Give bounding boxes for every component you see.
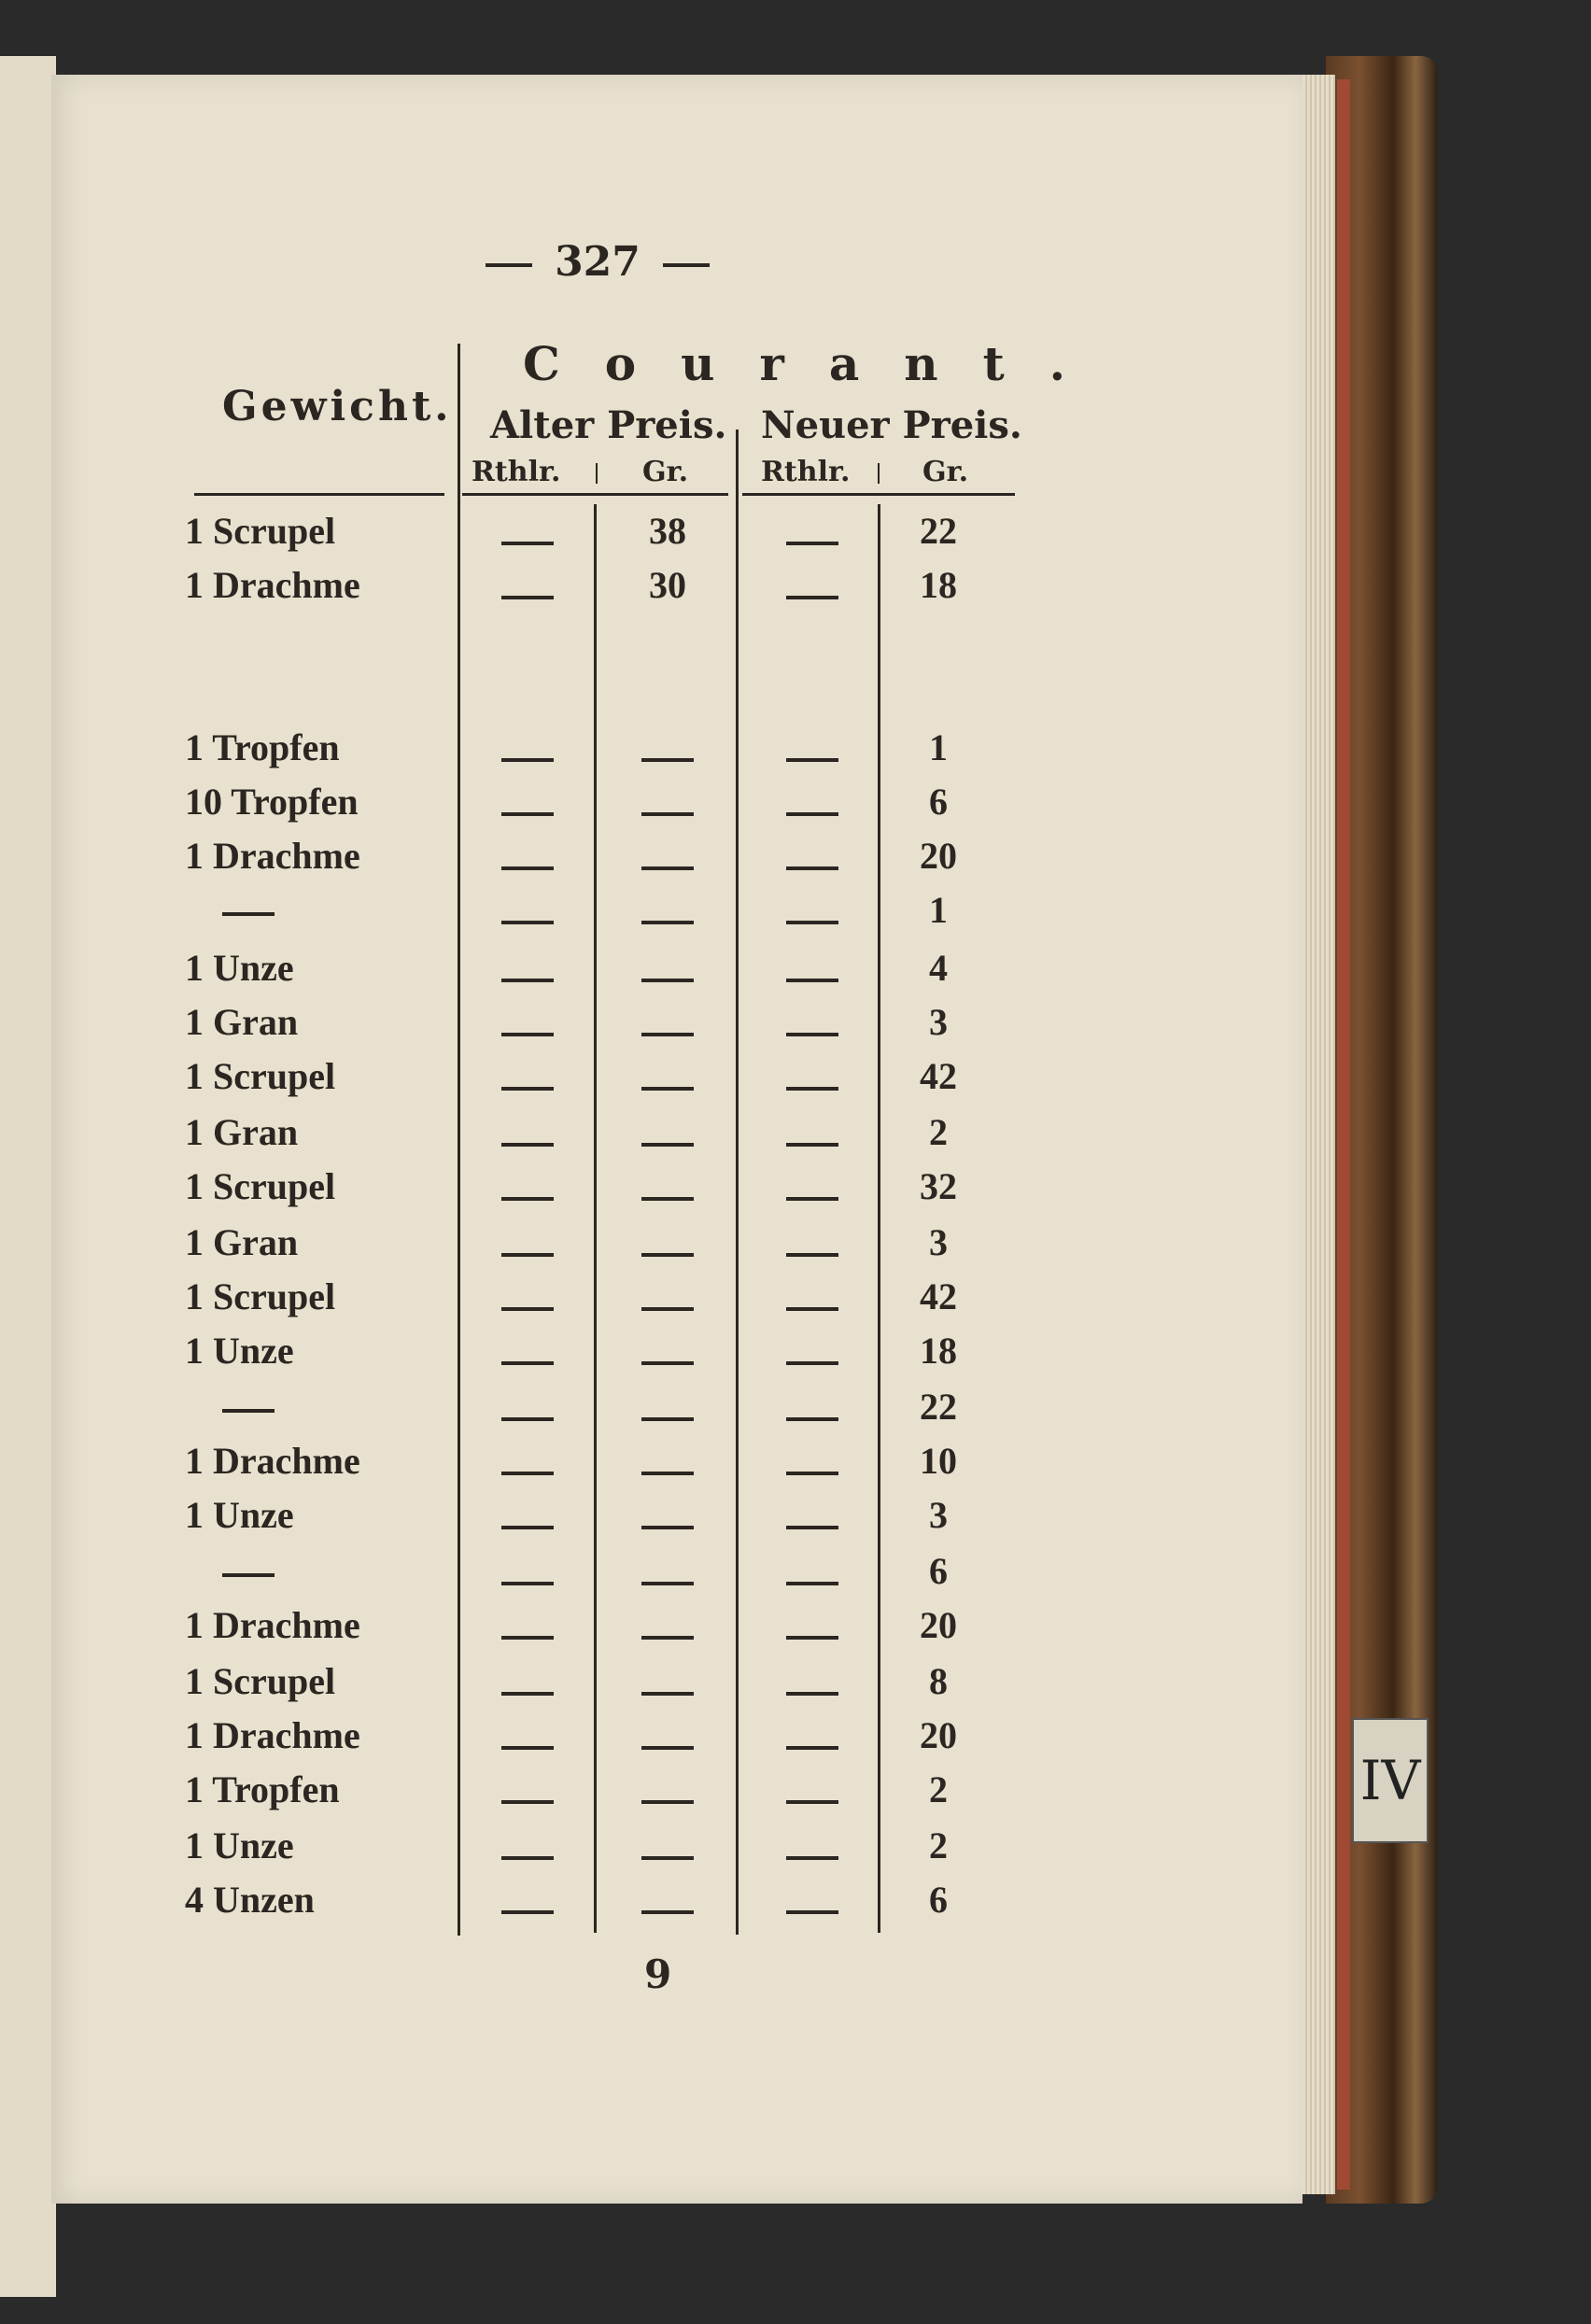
sub-rule-new xyxy=(878,463,880,484)
empty-dash xyxy=(501,1800,554,1804)
empty-dash xyxy=(641,1087,694,1091)
empty-dash xyxy=(786,1636,838,1640)
empty-dash xyxy=(501,1526,554,1529)
table-row xyxy=(0,1110,1027,1164)
table-row xyxy=(0,1824,1027,1878)
old-gr-cell xyxy=(626,1439,710,1483)
empty-dash xyxy=(641,866,694,870)
old-gr-cell xyxy=(626,946,710,990)
table-row xyxy=(0,1164,1027,1218)
new-rthlr-cell xyxy=(775,834,850,878)
weight-cell: 1 Gran xyxy=(185,1221,299,1263)
table-row xyxy=(0,834,1027,888)
new-rthlr-cell xyxy=(775,1603,850,1647)
weight-cell: 1 Unze xyxy=(185,947,294,989)
page-block-edge xyxy=(1298,75,1335,2194)
empty-dash xyxy=(641,1033,694,1036)
header-rthlr-new: Rthlr. xyxy=(761,456,851,488)
empty-dash xyxy=(501,1253,554,1257)
header-new-price: Neuer Preis. xyxy=(761,403,1022,447)
old-rthlr-cell xyxy=(495,1220,560,1264)
old-rthlr-cell xyxy=(495,1000,560,1044)
empty-dash xyxy=(641,1253,694,1257)
weight-cell: 1 Drachme xyxy=(185,564,360,606)
table-row xyxy=(0,1329,1027,1383)
new-rthlr-cell xyxy=(775,1439,850,1483)
old-gr-cell xyxy=(626,1659,710,1703)
empty-dash xyxy=(786,1800,838,1804)
empty-dash xyxy=(641,758,694,762)
empty-dash xyxy=(786,921,838,924)
empty-dash xyxy=(786,1692,838,1696)
table-row xyxy=(0,888,1027,942)
old-rthlr-cell xyxy=(495,1549,560,1593)
empty-dash xyxy=(501,1417,554,1421)
weight-cell: 1 Tropfen xyxy=(185,1768,340,1810)
empty-dash xyxy=(786,1197,838,1201)
weight-cell: 1 Drachme xyxy=(185,1604,360,1646)
old-gr-cell xyxy=(626,1000,710,1044)
weight-cell: 1 Gran xyxy=(185,1111,299,1153)
old-rthlr-cell xyxy=(495,1713,560,1757)
empty-dash xyxy=(641,1143,694,1147)
table-row xyxy=(0,509,1027,563)
empty-dash xyxy=(501,1197,554,1201)
empty-dash xyxy=(786,1856,838,1860)
old-rthlr-cell xyxy=(495,563,560,607)
empty-dash xyxy=(786,1526,838,1529)
empty-dash xyxy=(641,1582,694,1585)
new-gr-cell: 2 xyxy=(929,1824,948,1866)
new-gr-cell: 4 xyxy=(929,947,948,989)
empty-dash xyxy=(641,1636,694,1640)
new-rthlr-cell xyxy=(775,780,850,824)
empty-dash xyxy=(786,1033,838,1036)
old-rthlr-cell xyxy=(495,1054,560,1098)
old-rthlr-cell xyxy=(495,1275,560,1318)
empty-dash xyxy=(641,1361,694,1365)
empty-dash xyxy=(501,758,554,762)
new-rthlr-cell xyxy=(775,1220,850,1264)
table-row xyxy=(0,1385,1027,1439)
new-gr-cell: 10 xyxy=(920,1440,957,1482)
old-rthlr-cell xyxy=(495,888,560,932)
empty-dash xyxy=(501,1582,554,1585)
empty-dash xyxy=(641,1856,694,1860)
page-number-dash-right xyxy=(663,263,710,267)
thumb-index-tab[interactable] xyxy=(1352,1718,1429,1843)
old-gr-cell xyxy=(626,1385,710,1429)
table-row xyxy=(0,780,1027,834)
empty-dash xyxy=(641,1197,694,1201)
empty-dash xyxy=(641,1472,694,1475)
empty-dash xyxy=(501,979,554,982)
header-gr-new: Gr. xyxy=(922,456,969,488)
weight-cell: 1 Unze xyxy=(185,1330,294,1372)
old-gr-cell: 38 xyxy=(649,510,686,552)
empty-dash xyxy=(786,1472,838,1475)
signature-mark: 9 xyxy=(644,1951,672,1997)
new-rthlr-cell xyxy=(775,888,850,932)
table-row xyxy=(0,1000,1027,1054)
empty-dash xyxy=(501,1856,554,1860)
tab-label: IV xyxy=(1359,1749,1421,1812)
empty-dash xyxy=(501,1472,554,1475)
old-rthlr-cell xyxy=(495,1385,560,1429)
table-row xyxy=(0,1220,1027,1275)
new-rthlr-cell xyxy=(775,1768,850,1811)
empty-dash xyxy=(786,866,838,870)
table-row xyxy=(0,563,1027,617)
empty-dash xyxy=(786,1361,838,1365)
empty-dash xyxy=(786,1253,838,1257)
old-rthlr-cell xyxy=(495,1659,560,1703)
new-gr-cell: 3 xyxy=(929,1001,948,1043)
table-row xyxy=(0,1493,1027,1547)
old-gr-cell xyxy=(626,834,710,878)
empty-dash xyxy=(641,1526,694,1529)
old-gr-cell xyxy=(626,1164,710,1208)
old-rthlr-cell xyxy=(495,725,560,769)
empty-dash xyxy=(501,921,554,924)
new-rthlr-cell xyxy=(775,1824,850,1867)
empty-dash xyxy=(786,1307,838,1311)
new-rthlr-cell xyxy=(775,1329,850,1373)
new-gr-cell: 2 xyxy=(929,1111,948,1153)
weight-cell xyxy=(185,1385,275,1429)
new-rthlr-cell xyxy=(775,725,850,769)
table-row xyxy=(0,1275,1027,1329)
empty-dash xyxy=(501,1087,554,1091)
table-row xyxy=(0,1054,1027,1108)
old-rthlr-cell xyxy=(495,1603,560,1647)
new-rthlr-cell xyxy=(775,1659,850,1703)
red-page-edge xyxy=(1337,79,1350,2190)
old-gr-cell xyxy=(626,1493,710,1537)
weight-cell: 1 Drachme xyxy=(185,1714,360,1756)
table-row xyxy=(0,725,1027,780)
new-rthlr-cell xyxy=(775,1713,850,1757)
weight-cell xyxy=(185,1549,275,1593)
old-rthlr-cell xyxy=(495,946,560,990)
new-rthlr-cell xyxy=(775,1164,850,1208)
old-gr-cell xyxy=(626,888,710,932)
header-rule-old xyxy=(462,493,728,496)
empty-dash xyxy=(786,1087,838,1091)
weight-cell: 4 Unzen xyxy=(185,1879,315,1921)
old-gr-cell xyxy=(626,1824,710,1867)
weight-cell: 1 Drachme xyxy=(185,835,360,877)
table-row xyxy=(0,1549,1027,1603)
empty-dash xyxy=(641,1746,694,1750)
old-rthlr-cell xyxy=(495,1110,560,1154)
new-gr-cell: 20 xyxy=(920,835,957,877)
old-rthlr-cell xyxy=(495,1493,560,1537)
ditto-dash xyxy=(222,1409,275,1413)
new-rthlr-cell xyxy=(775,509,850,553)
old-gr-cell xyxy=(626,1549,710,1593)
table-row xyxy=(0,1659,1027,1713)
new-rthlr-cell xyxy=(775,1549,850,1593)
empty-dash xyxy=(641,1692,694,1696)
new-gr-cell: 6 xyxy=(929,1550,948,1592)
weight-cell: 1 Drachme xyxy=(185,1440,360,1482)
new-gr-cell: 22 xyxy=(920,1386,957,1428)
empty-dash xyxy=(641,1417,694,1421)
empty-dash xyxy=(786,1746,838,1750)
new-gr-cell: 8 xyxy=(929,1660,948,1702)
empty-dash xyxy=(641,979,694,982)
ditto-dash xyxy=(222,1573,275,1577)
weight-cell: 1 Scrupel xyxy=(185,1055,336,1097)
empty-dash xyxy=(641,812,694,816)
weight-cell xyxy=(185,888,275,932)
weight-cell: 1 Tropfen xyxy=(185,726,340,768)
empty-dash xyxy=(501,1636,554,1640)
old-gr-cell xyxy=(626,1713,710,1757)
empty-dash xyxy=(786,758,838,762)
new-gr-cell: 32 xyxy=(920,1165,957,1207)
header-courant: Courant. xyxy=(523,336,1111,391)
new-rthlr-cell xyxy=(775,1275,850,1318)
table-row xyxy=(0,1439,1027,1493)
old-gr-cell xyxy=(626,1878,710,1922)
weight-cell: 1 Scrupel xyxy=(185,1165,336,1207)
new-gr-cell: 1 xyxy=(929,726,948,768)
old-rthlr-cell xyxy=(495,834,560,878)
old-rthlr-cell xyxy=(495,1164,560,1208)
new-gr-cell: 42 xyxy=(920,1055,957,1097)
old-gr-cell xyxy=(626,1110,710,1154)
new-gr-cell: 20 xyxy=(920,1714,957,1756)
empty-dash xyxy=(641,1307,694,1311)
new-rthlr-cell xyxy=(775,563,850,607)
sub-rule-old xyxy=(596,463,598,484)
old-gr-cell: 30 xyxy=(649,564,686,606)
new-gr-cell: 42 xyxy=(920,1275,957,1317)
new-rthlr-cell xyxy=(775,946,850,990)
empty-dash xyxy=(501,1746,554,1750)
new-gr-cell: 6 xyxy=(929,781,948,823)
empty-dash xyxy=(501,1692,554,1696)
header-old-price: Alter Preis. xyxy=(490,403,727,447)
old-gr-cell xyxy=(626,1768,710,1811)
empty-dash xyxy=(786,812,838,816)
old-gr-cell xyxy=(626,780,710,824)
old-gr-cell xyxy=(626,1329,710,1373)
new-gr-cell: 3 xyxy=(929,1494,948,1536)
empty-dash xyxy=(501,542,554,545)
old-rthlr-cell xyxy=(495,1329,560,1373)
old-rthlr-cell xyxy=(495,509,560,553)
new-rthlr-cell xyxy=(775,1878,850,1922)
weight-cell: 10 Tropfen xyxy=(185,781,359,823)
table-row xyxy=(0,1768,1027,1822)
header-gr-old: Gr. xyxy=(642,456,689,488)
old-rthlr-cell xyxy=(495,1878,560,1922)
old-rthlr-cell xyxy=(495,780,560,824)
page-number-dash-left xyxy=(486,263,532,267)
ditto-dash xyxy=(222,912,275,916)
empty-dash xyxy=(786,1417,838,1421)
old-gr-cell xyxy=(626,1275,710,1318)
new-gr-cell: 2 xyxy=(929,1768,948,1810)
new-gr-cell: 3 xyxy=(929,1221,948,1263)
table-row xyxy=(0,946,1027,1000)
weight-cell: 1 Scrupel xyxy=(185,1275,336,1317)
empty-dash xyxy=(786,979,838,982)
empty-dash xyxy=(501,1143,554,1147)
empty-dash xyxy=(786,596,838,599)
table-row xyxy=(0,1713,1027,1768)
header-rule-weight xyxy=(194,493,444,496)
new-rthlr-cell xyxy=(775,1110,850,1154)
old-gr-cell xyxy=(626,1220,710,1264)
new-rthlr-cell xyxy=(775,1000,850,1044)
new-gr-cell: 20 xyxy=(920,1604,957,1646)
page-number xyxy=(448,238,747,286)
page-number-text: 327 xyxy=(555,238,641,286)
new-rthlr-cell xyxy=(775,1493,850,1537)
weight-cell: 1 Gran xyxy=(185,1001,299,1043)
new-gr-cell: 22 xyxy=(920,510,957,552)
empty-dash xyxy=(501,1033,554,1036)
old-rthlr-cell xyxy=(495,1768,560,1811)
empty-dash xyxy=(786,542,838,545)
old-rthlr-cell xyxy=(495,1824,560,1867)
new-gr-cell: 18 xyxy=(920,564,957,606)
empty-dash xyxy=(641,1800,694,1804)
header-weight: Gewicht. xyxy=(222,383,453,430)
new-rthlr-cell xyxy=(775,1385,850,1429)
empty-dash xyxy=(641,1910,694,1914)
old-gr-cell xyxy=(626,1603,710,1647)
new-rthlr-cell xyxy=(775,1054,850,1098)
empty-dash xyxy=(501,812,554,816)
weight-cell: 1 Unze xyxy=(185,1824,294,1866)
old-gr-cell xyxy=(626,725,710,769)
empty-dash xyxy=(501,596,554,599)
empty-dash xyxy=(501,1910,554,1914)
table-row xyxy=(0,1878,1027,1932)
header-rule-new xyxy=(742,493,1015,496)
empty-dash xyxy=(786,1582,838,1585)
empty-dash xyxy=(641,921,694,924)
header-rthlr-old: Rthlr. xyxy=(472,456,561,488)
old-rthlr-cell xyxy=(495,1439,560,1483)
table-row xyxy=(0,1603,1027,1657)
empty-dash xyxy=(786,1910,838,1914)
weight-cell: 1 Scrupel xyxy=(185,510,336,552)
new-gr-cell: 1 xyxy=(929,889,948,931)
empty-dash xyxy=(501,1361,554,1365)
empty-dash xyxy=(501,1307,554,1311)
weight-cell: 1 Unze xyxy=(185,1494,294,1536)
empty-dash xyxy=(501,866,554,870)
old-gr-cell xyxy=(626,1054,710,1098)
new-gr-cell: 18 xyxy=(920,1330,957,1372)
weight-cell: 1 Scrupel xyxy=(185,1660,336,1702)
empty-dash xyxy=(786,1143,838,1147)
new-gr-cell: 6 xyxy=(929,1879,948,1921)
